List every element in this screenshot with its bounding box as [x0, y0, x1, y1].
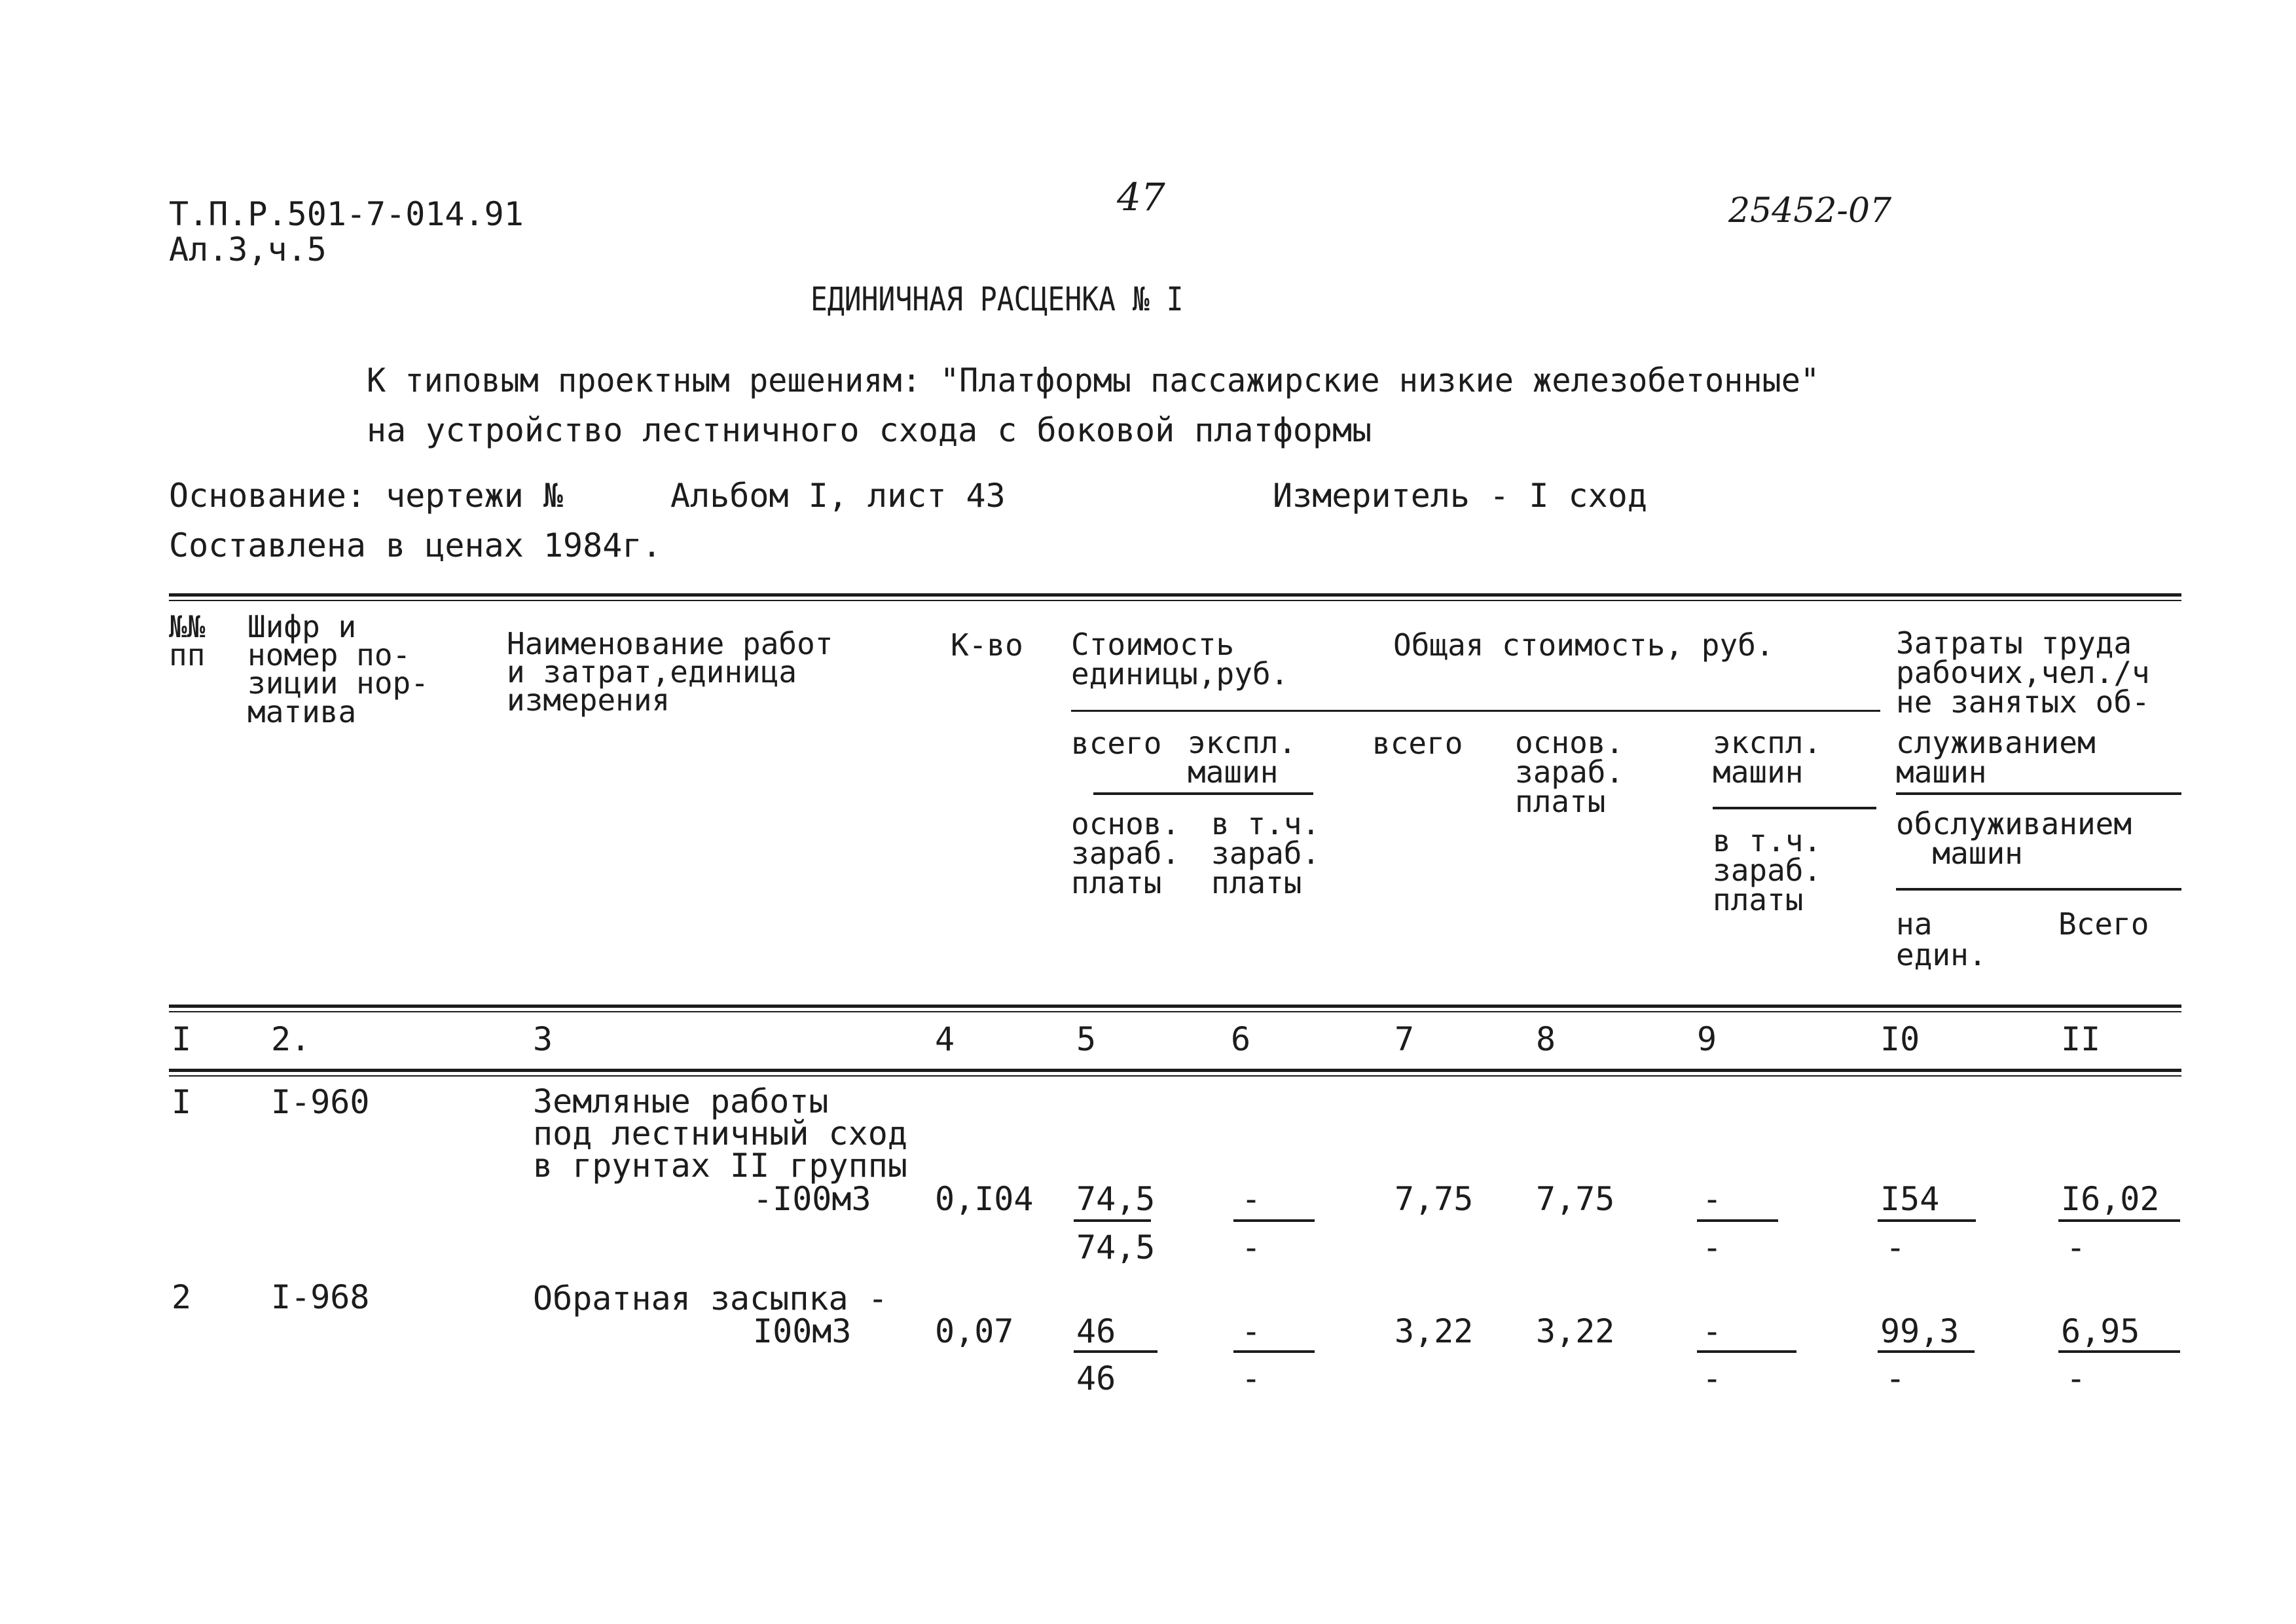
row-total-machine-wages: -: [1702, 1228, 1722, 1266]
header-total-machine-wages: в т.ч. зараб. платы: [1713, 823, 1822, 918]
row-total-machine-wages: -: [1702, 1359, 1722, 1397]
column-number: 5: [1076, 1020, 1097, 1058]
row-unit-machines-underline: [1233, 1219, 1315, 1222]
row-measure-unit: -I00м3: [753, 1180, 871, 1218]
header-labor-not-machines: служиванием машин: [1896, 725, 2096, 790]
total-machines-underline: [1713, 807, 1876, 809]
header-labor-total: Всего: [2058, 906, 2149, 942]
header-labor-machines: обслуживанием машин: [1896, 806, 2132, 872]
column-number: 7: [1394, 1020, 1415, 1058]
subtitle-line-2: на устройство лестничного схода с боковой платформы: [367, 411, 1372, 449]
header-row-number: №№ пп: [169, 609, 206, 673]
table-top-rule: [169, 593, 2181, 597]
row-total: 7,75: [1394, 1180, 1474, 1218]
row-labor-machine-total: -: [2066, 1228, 2086, 1266]
numbers-bottom-rule: [169, 1069, 2181, 1072]
header-unit-cost: Стоимость единицы,руб.: [1071, 627, 1289, 692]
row-unit-total: 74,5: [1076, 1180, 1156, 1218]
header-labor: Затраты труда рабочих,чел./ч не занятых об-: [1896, 625, 2150, 720]
row-total-machines-underline: [1697, 1219, 1778, 1222]
row-number: I: [172, 1083, 192, 1121]
row-labor-per-unit-underline: [1878, 1350, 1975, 1353]
row-labor-machine-per-unit: -: [1886, 1359, 1906, 1397]
row-labor-machine-per-unit: -: [1886, 1228, 1906, 1266]
row-unit-machine-wages: -: [1241, 1359, 1262, 1397]
header-unit-total: всего: [1071, 726, 1162, 761]
header-unit-machine-wages: в т.ч. зараб. платы: [1211, 806, 1321, 901]
prices-year: Составлена в ценах 1984г.: [169, 526, 662, 564]
column-number: I0: [1880, 1020, 1920, 1058]
header-total-cost: Общая стоимость, руб.: [1393, 627, 1774, 663]
album-sheet: Альбом I, лист 43: [670, 477, 1006, 515]
row-labor-total: 6,95: [2061, 1312, 2140, 1350]
row-labor-per-unit-underline: [1878, 1219, 1976, 1222]
column-number: 3: [533, 1020, 553, 1058]
archive-number: 25452-07: [1728, 191, 1892, 231]
row-quantity: 0,07: [935, 1312, 1014, 1350]
row-total-wages: 3,22: [1536, 1312, 1615, 1350]
header-unit-wages: основ. зараб. платы: [1071, 806, 1180, 901]
row-labor-total: I6,02: [2061, 1180, 2160, 1218]
row-quantity: 0,I04: [935, 1180, 1034, 1218]
header-labor-per-unit: на един.: [1896, 906, 1987, 972]
column-number: 2.: [271, 1020, 311, 1058]
header-total-total: всего: [1372, 726, 1463, 761]
header-total-machines: экспл. машин: [1713, 725, 1822, 790]
header-unit-machines: экспл. машин: [1188, 725, 1297, 790]
header-code: Шифр и номер по- зиции нор- матива: [247, 609, 429, 729]
row-labor-per-unit: 99,3: [1880, 1312, 1959, 1350]
row-total-machines-underline: [1697, 1350, 1796, 1353]
numbers-bottom-rule-inner: [169, 1075, 2181, 1077]
row-total-machines: -: [1702, 1180, 1722, 1218]
header-name: Наименование работ и затрат,единица измерения: [507, 626, 833, 718]
header-bottom-rule-inner: [169, 1011, 2181, 1012]
row-labor-per-unit: I54: [1880, 1180, 1940, 1218]
row-unit-wages: 46: [1076, 1359, 1116, 1397]
header-total-wages: основ. зараб. платы: [1515, 725, 1624, 820]
row-work-name: Земляные работы под лестничный сход в грунтах II группы: [533, 1082, 907, 1185]
row-code: I-960: [271, 1083, 370, 1121]
row-total: 3,22: [1394, 1312, 1474, 1350]
row-total-machines: -: [1702, 1312, 1722, 1350]
column-number: 6: [1231, 1020, 1251, 1058]
column-number: I: [172, 1020, 192, 1058]
row-unit-total-underline: [1074, 1219, 1151, 1222]
row-work-name: Обратная засыпка -: [533, 1280, 888, 1318]
row-unit-machines: -: [1241, 1180, 1262, 1218]
page-title: ЕДИНИЧНАЯ РАСЦЕНКА № I: [811, 280, 1184, 318]
labor-divider-2: [1896, 888, 2181, 891]
row-unit-total: 46: [1076, 1312, 1116, 1350]
header-bottom-rule: [169, 1005, 2181, 1008]
row-code: I-968: [271, 1278, 370, 1316]
column-number: 9: [1697, 1020, 1717, 1058]
row-labor-machine-total: -: [2066, 1359, 2086, 1397]
row-unit-machines: -: [1241, 1312, 1262, 1350]
row-number: 2: [172, 1278, 192, 1316]
table-top-rule-inner: [169, 600, 2181, 601]
basis-text: Основание: чертежи №: [169, 477, 564, 515]
labor-divider-1: [1896, 792, 2181, 795]
row-unit-machines-underline: [1233, 1350, 1315, 1353]
page-number: 47: [1117, 175, 1165, 219]
album-part: Ал.3,ч.5: [169, 231, 327, 268]
row-total-wages: 7,75: [1536, 1180, 1615, 1218]
row-measure-unit: I00м3: [753, 1312, 852, 1350]
column-number: 8: [1536, 1020, 1556, 1058]
unit-machines-underline: [1093, 792, 1313, 795]
row-unit-wages: 74,5: [1076, 1228, 1156, 1266]
header-quantity: К-во: [951, 627, 1023, 663]
column-number: II: [2061, 1020, 2101, 1058]
row-unit-machine-wages: -: [1241, 1228, 1262, 1266]
measure-unit: Измеритель - I сход: [1273, 477, 1647, 515]
subtitle-line-1: К типовым проектным решениям: "Платформы пассажирские низкие железобетонные": [367, 361, 1820, 399]
document-code: Т.П.Р.501-7-014.91: [169, 195, 524, 233]
row-labor-total-underline: [2058, 1350, 2180, 1353]
row-labor-total-underline: [2058, 1219, 2180, 1222]
row-unit-total-underline: [1074, 1350, 1157, 1353]
unit-cost-divider: [1071, 710, 1880, 712]
column-number: 4: [935, 1020, 955, 1058]
